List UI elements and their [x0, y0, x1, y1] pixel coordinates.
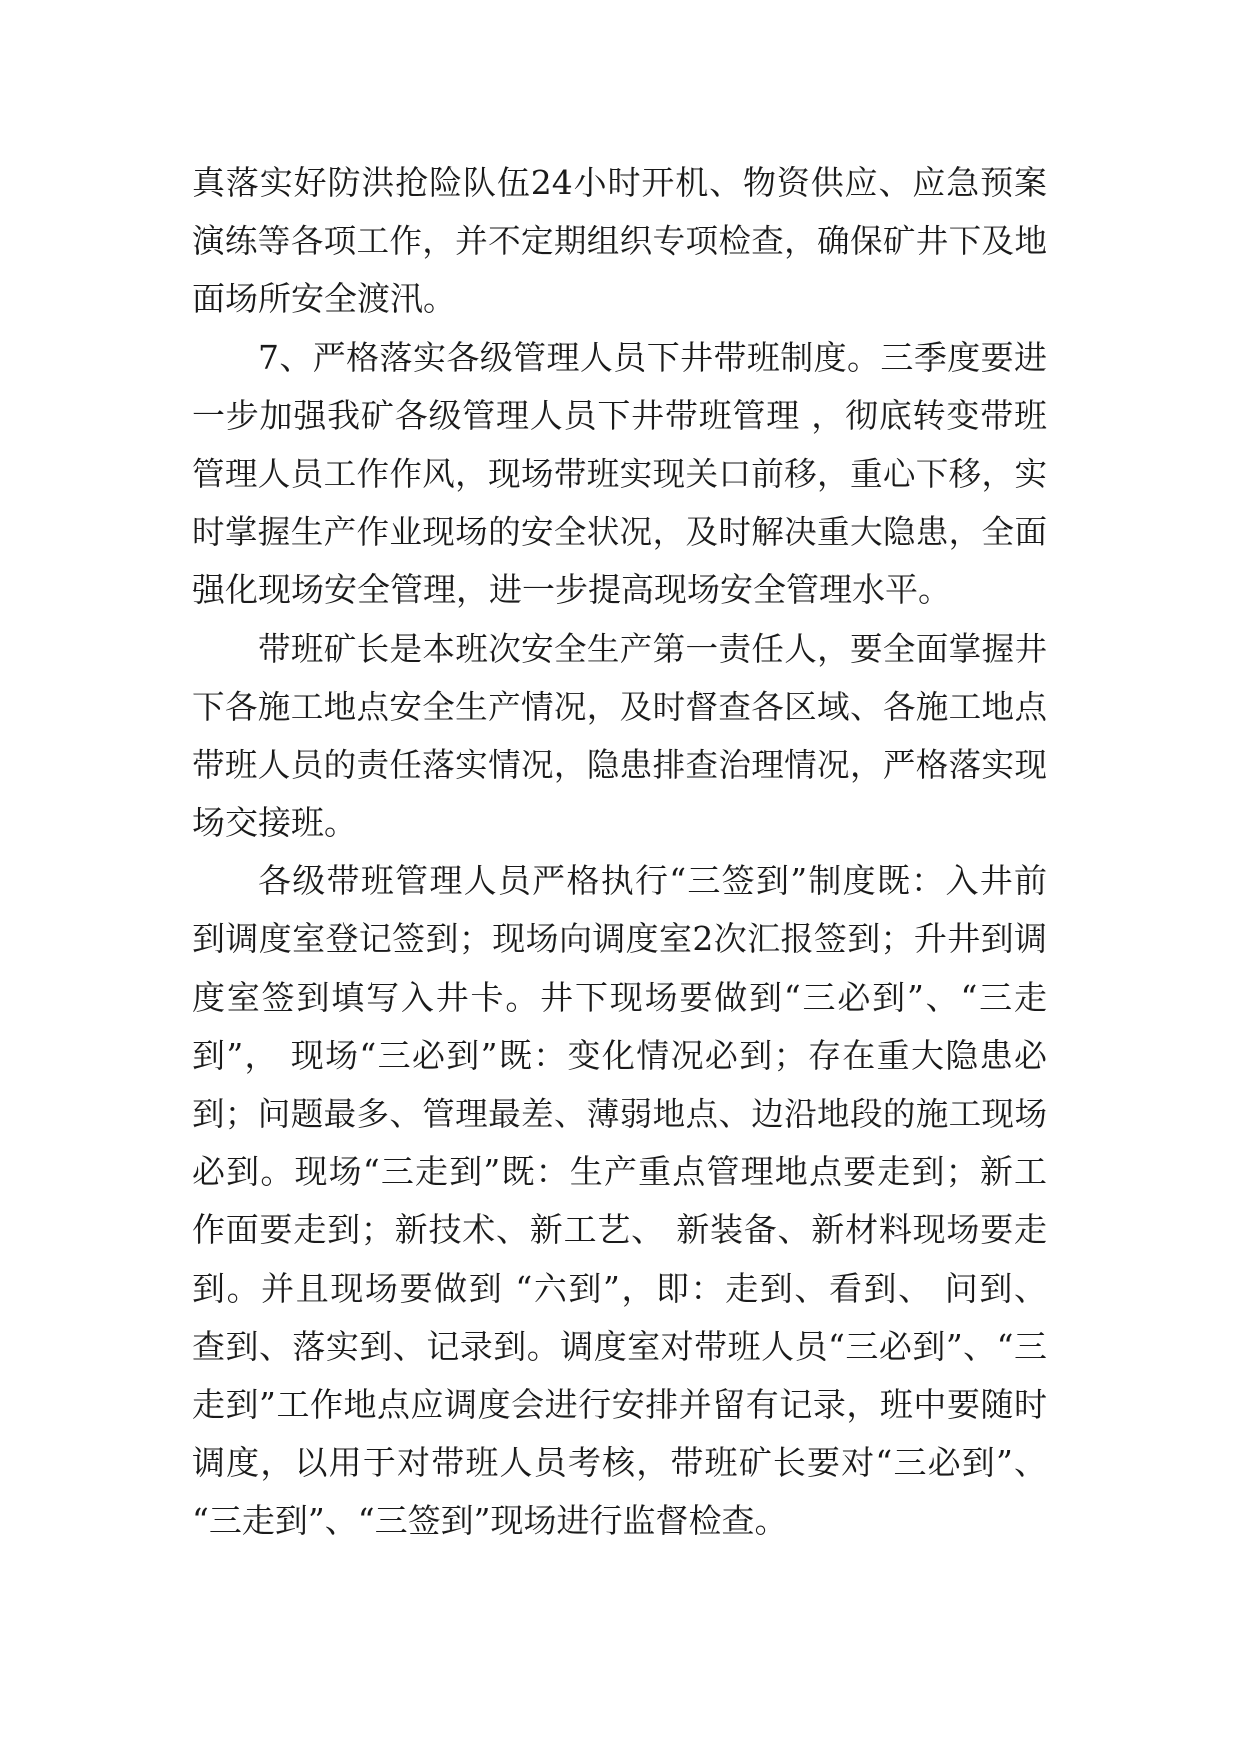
text-line: 下各施工地点安全生产情况，及时督查各区域、各施工地点: [192, 687, 1047, 726]
text-line: 场交接班。: [192, 803, 357, 843]
document-body: [192, 154, 1047, 1551]
text-line: 查到、落实到、记录到。调度室对带班人员“三必到”、“三: [192, 1326, 1047, 1366]
text-line: 带班矿长是本班次安全生产第一责任人，要全面掌握井: [258, 629, 1047, 668]
text-line: 面场所安全渡汛。: [192, 279, 456, 319]
text-line: 各级带班管理人员严格执行“三签到”制度既：入井前: [258, 861, 1047, 901]
text-line: 强化现场安全管理，进一步提高现场安全管理水平。: [192, 570, 951, 610]
text-line: 必到。现场“三走到”既：生产重点管理地点要走到；新工: [192, 1152, 1047, 1192]
text-line: 时掌握生产作业现场的安全状况，及时解决重大隐患，全面: [192, 513, 1047, 552]
text-line: 带班人员的责任落实情况，隐患排查治理情况，严格落实现: [192, 745, 1047, 784]
text-line: 管理人员工作作风，现场带班实现关口前移，重心下移，实: [192, 454, 1047, 493]
text-line: 到。并且现场要做到 “六到”，即：走到、看到、 问到、: [192, 1268, 1047, 1308]
text-line: 到调度室登记签到；现场向调度室2次汇报签到；升井到调: [192, 919, 1047, 959]
text-line: 调度，以用于对带班人员考核，带班矿长要对“三必到”、: [192, 1443, 1047, 1483]
text-line: 演练等各项工作，并不定期组织专项检查，确保矿井下及地: [192, 222, 1047, 261]
text-line: 度室签到填写入井卡。井下现场要做到“三必到”、“三走: [192, 977, 1047, 1017]
text-line: 作面要走到；新技术、新工艺、 新装备、新材料现场要走: [192, 1210, 1047, 1250]
text-line: 7、严格落实各级管理人员下井带班制度。三季度要进: [258, 337, 1047, 377]
text-line: “三走到”、“三签到”现场进行监督检查。: [192, 1501, 788, 1541]
text-line: 真落实好防洪抢险队伍24小时开机、物资供应、应急预案: [192, 163, 1047, 202]
text-line: 到；问题最多、管理最差、薄弱地点、边沿地段的施工现场: [192, 1095, 1047, 1133]
text-line: 到”， 现场“三必到”既：变化情况必到；存在重大隐患必: [192, 1035, 1047, 1075]
text-line: 一步加强我矿各级管理人员下井带班管理 ，彻底转变带班: [192, 395, 1047, 435]
text-line: 走到”工作地点应调度会进行安排并留有记录，班中要随时: [192, 1384, 1047, 1424]
